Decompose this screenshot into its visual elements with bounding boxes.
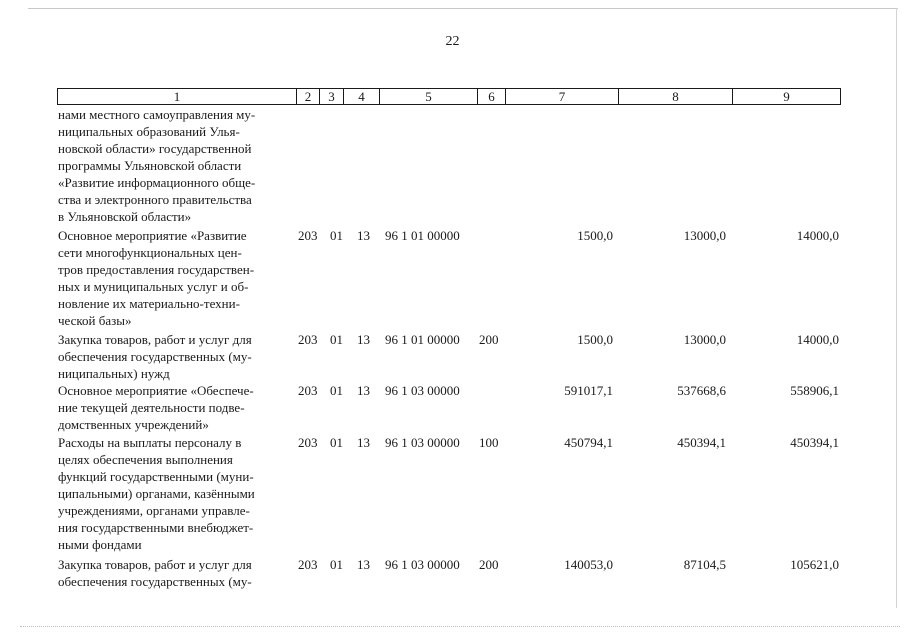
- cell-ministry-code: 203: [298, 332, 318, 347]
- table-row-description: [58, 382, 292, 433]
- description-line: в Ульяновской области»: [58, 209, 192, 224]
- table-row-description: [58, 434, 292, 553]
- description-line: ния государственными внебюджет-: [58, 520, 254, 535]
- header-col-3: 3: [320, 89, 344, 104]
- page-number: 22: [445, 34, 460, 49]
- description-line: программы Ульяновской области: [58, 158, 242, 173]
- description-line: обеспечения государственных (му-: [58, 349, 252, 364]
- description-line: нами местного самоуправления му-: [58, 107, 256, 122]
- cell-target-article: 96 1 03 00000: [385, 383, 460, 398]
- cell-amount-col8: 87104,5: [683, 557, 726, 572]
- description-line: Закупка товаров, работ и услуг для: [58, 332, 252, 347]
- cell-amount-col8: 450394,1: [677, 435, 726, 450]
- table-row-description: [58, 556, 292, 590]
- description-line: ческой базы»: [58, 313, 132, 328]
- cell-amount-col8: 13000,0: [683, 228, 726, 243]
- table-row-description: [58, 331, 292, 382]
- cell-amount-col9: 450394,1: [790, 435, 839, 450]
- description-line: «Развитие информационного обще-: [58, 175, 256, 190]
- description-line: учреждениями, органами управле-: [58, 503, 250, 518]
- cell-expense-type: 100: [479, 435, 499, 450]
- description-line: ных и муниципальных услуг и об-: [58, 279, 249, 294]
- cell-ministry-code: 203: [298, 557, 318, 572]
- cell-amount-col7: 140053,0: [564, 557, 613, 572]
- description-line: функций государственными (муни-: [58, 469, 254, 484]
- cell-target-article: 96 1 03 00000: [385, 557, 460, 572]
- cell-amount-col7: 1500,0: [577, 228, 613, 243]
- description-line: Закупка товаров, работ и услуг для: [58, 557, 252, 572]
- description-line: сети многофункциональных цен-: [58, 245, 242, 260]
- cell-section: 01: [330, 332, 343, 347]
- description-line: Основное мероприятие «Обеспече-: [58, 383, 254, 398]
- cell-subsection: 13: [357, 557, 370, 572]
- page-edge-top: [28, 8, 898, 9]
- table-row-description: [58, 227, 292, 329]
- description-line: Основное мероприятие «Развитие: [58, 228, 247, 243]
- table-header-row: [57, 88, 841, 105]
- description-line: новской области» государственной: [58, 141, 252, 156]
- table-row-description: [58, 106, 292, 225]
- cell-subsection: 13: [357, 435, 370, 450]
- description-line: ными фондами: [58, 537, 142, 552]
- header-col-1: 1: [58, 89, 297, 104]
- cell-ministry-code: 203: [298, 435, 318, 450]
- cell-section: 01: [330, 228, 343, 243]
- cell-amount-col7: 591017,1: [564, 383, 613, 398]
- cell-target-article: 96 1 01 00000: [385, 332, 460, 347]
- cell-ministry-code: 203: [298, 228, 318, 243]
- cell-section: 01: [330, 435, 343, 450]
- page-edge-right: [896, 8, 897, 608]
- description-line: ниципальных) нужд: [58, 366, 170, 381]
- cell-expense-type: 200: [479, 557, 499, 572]
- description-line: обеспечения государственных (му-: [58, 574, 252, 589]
- header-col-5: 5: [380, 89, 478, 104]
- description-line: целях обеспечения выполнения: [58, 452, 233, 467]
- header-col-6: 6: [478, 89, 506, 104]
- cell-expense-type: 200: [479, 332, 499, 347]
- cell-ministry-code: 203: [298, 383, 318, 398]
- cell-target-article: 96 1 03 00000: [385, 435, 460, 450]
- cell-amount-col9: 14000,0: [796, 332, 839, 347]
- cell-subsection: 13: [357, 228, 370, 243]
- cell-amount-col9: 558906,1: [790, 383, 839, 398]
- cell-amount-col8: 537668,6: [677, 383, 726, 398]
- header-col-8: 8: [619, 89, 733, 104]
- scan-bottom-edge: [20, 626, 900, 627]
- cell-section: 01: [330, 557, 343, 572]
- cell-amount-col9: 105621,0: [790, 557, 839, 572]
- description-line: тров предоставления государствен-: [58, 262, 255, 277]
- description-line: ства и электронного правительства: [58, 192, 252, 207]
- header-col-9: 9: [783, 89, 790, 104]
- description-line: ципальными) органами, казёнными: [58, 486, 255, 501]
- header-col-4: 4: [344, 89, 380, 104]
- cell-subsection: 13: [357, 332, 370, 347]
- header-col-2: 2: [297, 89, 320, 104]
- header-col-7: 7: [506, 89, 619, 104]
- cell-amount-col7: 1500,0: [577, 332, 613, 347]
- description-line: Расходы на выплаты персоналу в: [58, 435, 242, 450]
- cell-section: 01: [330, 383, 343, 398]
- cell-amount-col9: 14000,0: [796, 228, 839, 243]
- cell-subsection: 13: [357, 383, 370, 398]
- cell-amount-col8: 13000,0: [683, 332, 726, 347]
- description-line: домственных учреждений»: [58, 417, 209, 432]
- cell-amount-col7: 450794,1: [564, 435, 613, 450]
- description-line: новление их материально-техни-: [58, 296, 240, 311]
- description-line: ниципальных образований Улья-: [58, 124, 240, 139]
- cell-target-article: 96 1 01 00000: [385, 228, 460, 243]
- description-line: ние текущей деятельности подве-: [58, 400, 245, 415]
